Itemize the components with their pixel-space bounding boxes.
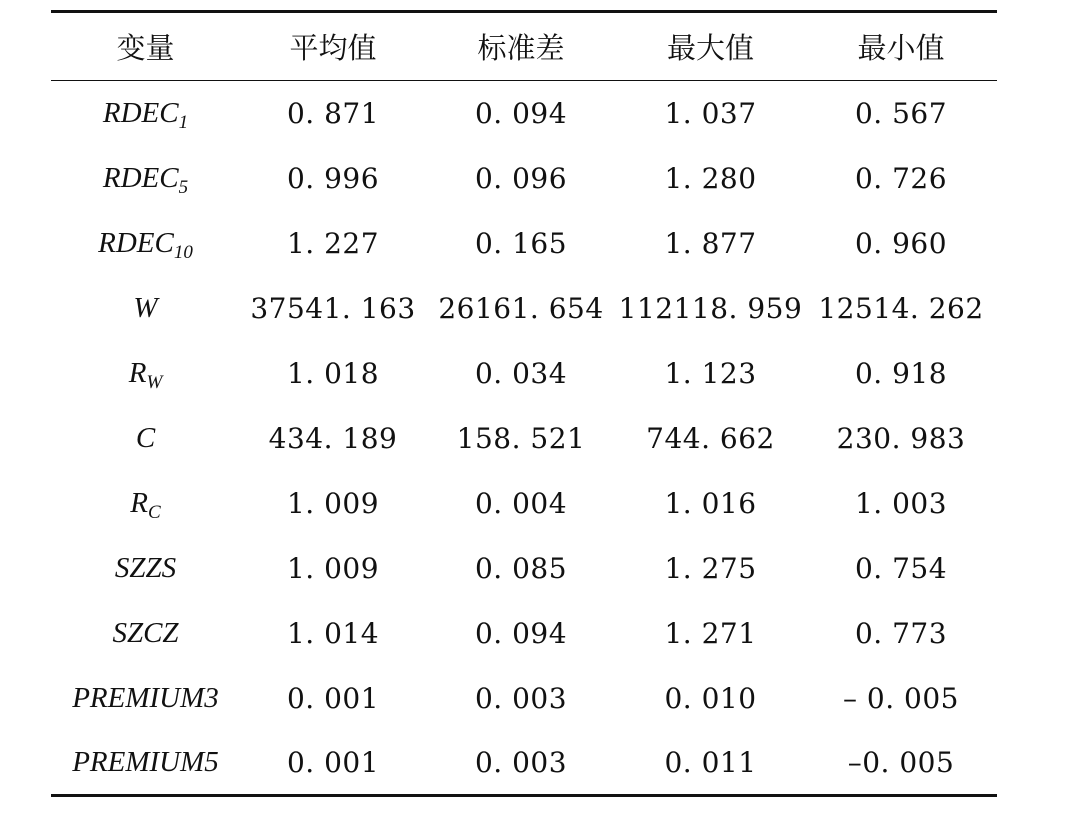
table-header-row: [51, 12, 997, 81]
variable-cell: [51, 536, 240, 601]
min-cell: 230. 983: [836, 421, 966, 455]
std-dev-cell: 0. 085: [474, 551, 568, 585]
table-row: [51, 536, 997, 601]
variable-cell: [51, 601, 240, 666]
variable-name: SZZS: [114, 551, 177, 584]
variable-name: RDEC: [102, 161, 179, 194]
table-row: [51, 666, 997, 731]
std-dev-cell: 26161. 654: [438, 291, 604, 325]
std-dev-cell: 0. 096: [474, 161, 568, 195]
variable-subscript: 5: [178, 176, 189, 198]
min-cell: 0. 754: [854, 551, 948, 585]
variable-cell: [51, 276, 240, 341]
table-row: [51, 341, 997, 406]
variable-cell: [51, 81, 240, 146]
variable-subscript: W: [146, 371, 163, 393]
mean-cell: 0. 996: [286, 161, 380, 195]
table-row: [51, 81, 997, 146]
std-dev-cell: 158. 521: [456, 421, 586, 455]
mean-cell: 1. 009: [286, 486, 380, 520]
mean-cell: 1. 014: [286, 616, 380, 650]
table-row: [51, 211, 997, 276]
variable-cell: [51, 146, 240, 211]
max-cell: 1. 271: [664, 616, 757, 650]
std-dev-cell: 0. 094: [474, 616, 568, 650]
variable-cell: [51, 471, 240, 536]
mean-cell: 37541. 163: [250, 291, 416, 325]
mean-cell: 0. 001: [240, 731, 426, 796]
table-row: [51, 406, 997, 471]
min-cell: 0. 567: [854, 96, 948, 130]
variable-cell: [51, 406, 240, 471]
variable-cell: [51, 666, 240, 731]
min-cell: – 0. 005: [843, 681, 959, 715]
variable-name: W: [133, 291, 158, 324]
max-cell: 1. 275: [664, 551, 757, 585]
std-dev-cell: 0. 003: [474, 681, 568, 715]
min-cell: 0. 918: [854, 356, 948, 390]
max-cell: 1. 123: [664, 356, 757, 390]
header-min: 最小值: [805, 12, 997, 81]
min-cell: 0. 960: [854, 226, 948, 260]
max-cell: 1. 037: [664, 96, 757, 130]
table-row: [51, 731, 997, 796]
variable-cell: [51, 341, 240, 406]
header-std-dev: 标准差: [426, 12, 616, 81]
variable-name: PREMIUM5: [72, 745, 219, 778]
header-max: 最大值: [616, 12, 805, 81]
std-dev-cell: 0. 094: [474, 96, 568, 130]
max-cell: 744. 662: [646, 421, 775, 455]
variable-subscript: 10: [173, 241, 193, 263]
variable-cell: [51, 211, 240, 276]
max-cell: 1. 877: [664, 226, 757, 260]
std-dev-cell: 0. 004: [474, 486, 568, 520]
min-cell: 1. 003: [854, 486, 948, 520]
statistics-table-container: [51, 10, 997, 797]
variable-subscript: C: [148, 501, 161, 523]
variable-name: RDEC: [98, 226, 174, 259]
variable-subscript: 1: [178, 111, 189, 133]
std-dev-cell: 0. 165: [474, 226, 568, 260]
max-cell: 112118. 959: [618, 291, 803, 325]
max-cell: 1. 016: [664, 486, 757, 520]
mean-cell: 0. 001: [286, 681, 380, 715]
mean-cell: 1. 009: [286, 551, 380, 585]
min-cell: –0. 005: [805, 731, 997, 796]
variable-name: C: [135, 421, 156, 454]
min-cell: 12514. 262: [818, 291, 984, 325]
variable-name: R: [130, 486, 149, 519]
mean-cell: 434. 189: [268, 421, 398, 455]
std-dev-cell: 0. 034: [474, 356, 568, 390]
std-dev-cell: 0. 003: [426, 731, 616, 796]
header-mean: 平均值: [240, 12, 426, 81]
descriptive-statistics-table: [51, 10, 997, 797]
variable-name: R: [128, 356, 147, 389]
header-variable: 变量: [51, 12, 240, 81]
variable-name: SZCZ: [112, 616, 179, 649]
table-row: [51, 471, 997, 536]
max-cell: 0. 010: [664, 681, 757, 715]
variable-name: PREMIUM3: [72, 681, 219, 714]
min-cell: 0. 773: [854, 616, 948, 650]
table-row: [51, 601, 997, 666]
mean-cell: 0. 871: [286, 96, 380, 130]
table-row: [51, 146, 997, 211]
mean-cell: 1. 018: [286, 356, 380, 390]
variable-name: RDEC: [102, 96, 179, 129]
min-cell: 0. 726: [854, 161, 948, 195]
mean-cell: 1. 227: [286, 226, 380, 260]
table-row: [51, 276, 997, 341]
max-cell: 0. 011: [616, 731, 805, 796]
max-cell: 1. 280: [664, 161, 757, 195]
variable-cell: [51, 731, 240, 796]
